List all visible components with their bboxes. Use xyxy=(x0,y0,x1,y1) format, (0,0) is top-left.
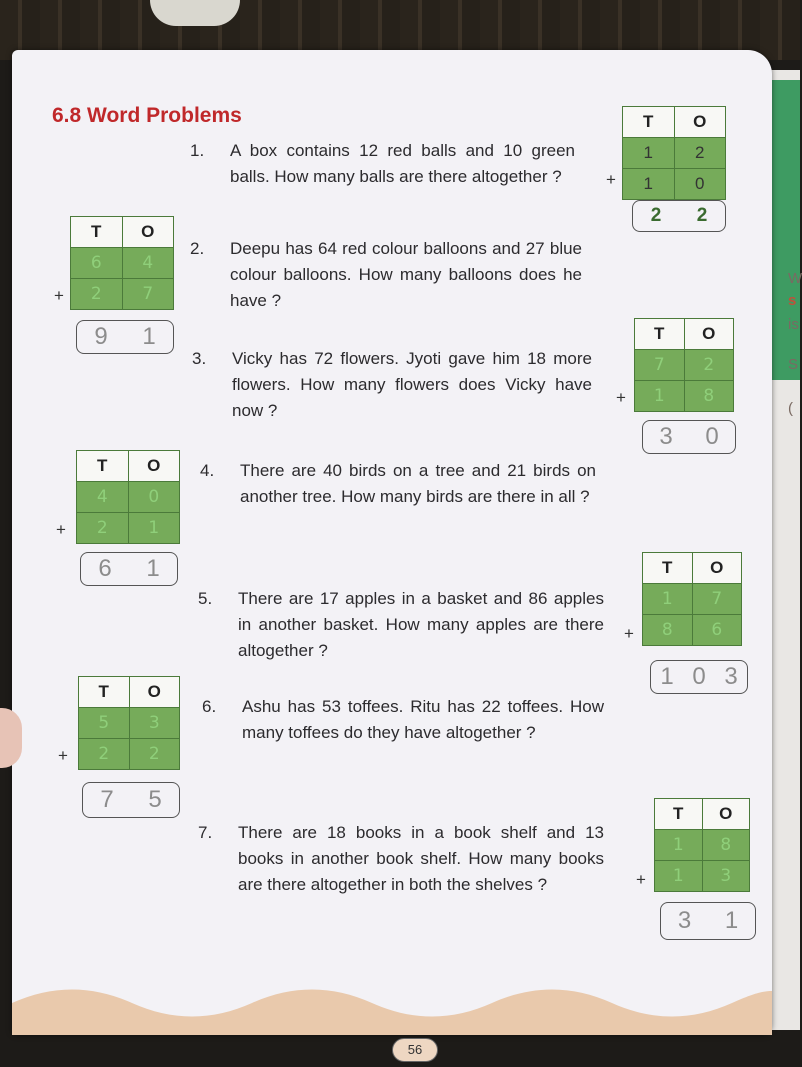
ones-header: O xyxy=(703,799,750,829)
question-text: A box contains 12 red balls and 10 green balls. How many balls are there altogether ? xyxy=(230,141,575,186)
question-text: Vicky has 72 flowers. Jyoti gave him 18 more flowers. How many flowers does Vicky have now ? xyxy=(232,349,592,420)
question-text: There are 18 books in a book shelf and 13 books in another book shelf. How many books are there altogether in both the shelves ? xyxy=(238,823,604,894)
question-number: 6. xyxy=(202,697,217,716)
plus-sign: + xyxy=(636,870,646,889)
textbook-page xyxy=(12,50,772,1057)
answer-digit: 5 xyxy=(148,786,162,813)
page-number: 56 xyxy=(392,1038,438,1062)
question-text: There are 17 apples in a basket and 86 apples in another basket. How many apples are there altogether ? xyxy=(238,589,604,660)
digit: 6 xyxy=(693,615,742,645)
answer-digit: 2 xyxy=(650,205,662,226)
ones-header: O xyxy=(675,107,726,137)
place-value-box-3 xyxy=(634,318,734,412)
place-value-box-5 xyxy=(642,552,742,646)
ones-header: O xyxy=(129,451,180,481)
digit: 1 xyxy=(623,169,675,199)
digit: 6 xyxy=(71,248,123,278)
digit: 1 xyxy=(635,381,685,411)
answer-box-7 xyxy=(660,902,756,940)
question-number: 1. xyxy=(190,141,205,160)
ones-header: O xyxy=(130,677,180,707)
digit: 8 xyxy=(643,615,693,645)
answer-box-1 xyxy=(632,200,726,232)
question-number: 7. xyxy=(198,823,213,842)
adjacent-fragment: s xyxy=(788,292,797,309)
question-text: There are 40 birds on a tree and 21 birds on another tree. How many birds are there in all ? xyxy=(240,461,596,506)
question-number: 4. xyxy=(200,461,215,480)
digit: 3 xyxy=(703,861,750,891)
digit: 7 xyxy=(123,279,174,309)
answer-digit: 6 xyxy=(98,555,112,582)
tens-header: T xyxy=(71,217,123,247)
answer-digit: 7 xyxy=(100,786,114,813)
digit: 1 xyxy=(655,830,703,860)
page-title: 6.8 Word Problems xyxy=(52,104,242,127)
plus-sign: + xyxy=(606,170,616,189)
plus-sign: + xyxy=(56,520,66,539)
ones-header: O xyxy=(693,553,742,583)
digit: 1 xyxy=(129,513,180,543)
answer-digit: 1 xyxy=(142,323,156,350)
plus-sign: + xyxy=(616,388,626,407)
place-value-box-4 xyxy=(76,450,180,544)
question-text: Deepu has 64 red colour balloons and 27 blue colour balloons. How many balloons does he have ? xyxy=(230,239,582,310)
question-number: 2. xyxy=(190,239,205,258)
digit: 2 xyxy=(79,739,130,769)
tens-header: T xyxy=(77,451,129,481)
digit: 1 xyxy=(655,861,703,891)
thumb xyxy=(0,708,22,768)
plus-sign: + xyxy=(54,286,64,305)
answer-digit: 3 xyxy=(659,423,673,450)
adjacent-fragment: S xyxy=(788,356,799,373)
place-value-box-7 xyxy=(654,798,750,892)
adjacent-fragment: is xyxy=(788,316,799,333)
tens-header: T xyxy=(79,677,130,707)
ones-header: O xyxy=(685,319,734,349)
answer-digit: 0 xyxy=(705,423,719,450)
adjacent-fragment: W xyxy=(788,270,802,287)
place-value-box-6 xyxy=(78,676,180,770)
question-number: 5. xyxy=(198,589,213,608)
answer-digit: 3 xyxy=(677,907,692,934)
tens-header: T xyxy=(623,107,675,137)
answer-box-4 xyxy=(80,552,178,586)
digit: 2 xyxy=(71,279,123,309)
plus-sign: + xyxy=(58,746,68,765)
tens-header: T xyxy=(635,319,685,349)
digit: 2 xyxy=(685,350,734,380)
answer-digit: 1 xyxy=(146,555,160,582)
footer-wave-decoration xyxy=(12,985,772,1035)
digit: 0 xyxy=(675,169,726,199)
adjacent-page-green-strip xyxy=(770,80,800,380)
answer-digit: 1 xyxy=(724,907,739,934)
digit: 3 xyxy=(130,708,180,738)
answer-digit: 0 xyxy=(692,663,706,690)
digit: 2 xyxy=(675,138,726,168)
adjacent-fragment: ( xyxy=(788,400,793,417)
digit: 0 xyxy=(129,482,180,512)
digit: 2 xyxy=(130,739,180,769)
answer-box-2 xyxy=(76,320,174,354)
place-value-box-1 xyxy=(622,106,726,200)
answer-box-6 xyxy=(82,782,180,818)
plus-sign: + xyxy=(624,624,634,643)
digit: 1 xyxy=(643,584,693,614)
answer-digit: 1 xyxy=(660,663,674,690)
digit: 4 xyxy=(77,482,129,512)
digit: 8 xyxy=(703,830,750,860)
answer-digit: 9 xyxy=(94,323,108,350)
question-text: Ashu has 53 toffees. Ritu has 22 toffees. How many toffees do they have altogether ? xyxy=(242,697,604,742)
question-number: 3. xyxy=(192,349,207,368)
answer-digit: 3 xyxy=(724,663,738,690)
ones-header: O xyxy=(123,217,174,247)
answer-box-3 xyxy=(642,420,736,454)
digit: 7 xyxy=(693,584,742,614)
digit: 4 xyxy=(123,248,174,278)
answer-digit: 2 xyxy=(696,205,708,226)
background-object xyxy=(150,0,240,26)
tens-header: T xyxy=(643,553,693,583)
digit: 7 xyxy=(635,350,685,380)
digit: 5 xyxy=(79,708,130,738)
digit: 8 xyxy=(685,381,734,411)
tens-header: T xyxy=(655,799,703,829)
place-value-box-2 xyxy=(70,216,174,310)
answer-box-5 xyxy=(650,660,748,694)
digit: 2 xyxy=(77,513,129,543)
digit: 1 xyxy=(623,138,675,168)
